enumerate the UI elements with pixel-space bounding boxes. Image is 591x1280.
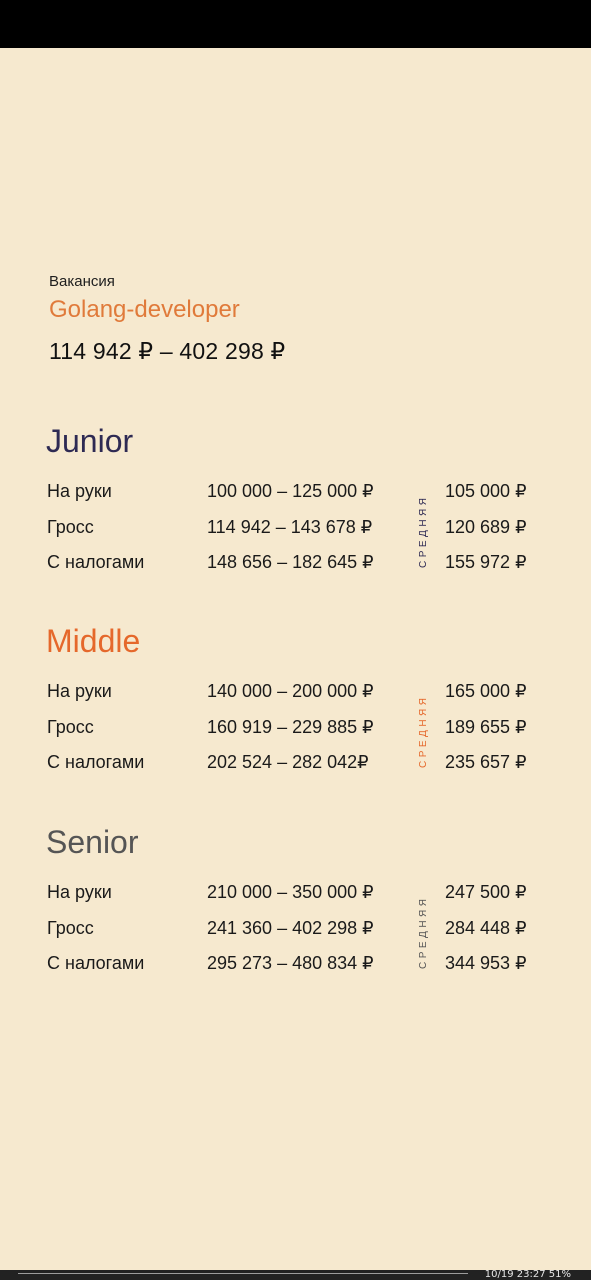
salary-row — [46, 550, 566, 586]
salary-row-range: 210 000 – 350 000 ₽ — [207, 882, 374, 902]
salary-row-range: 295 273 – 480 834 ₽ — [207, 953, 374, 973]
salary-row-label: С налогами — [47, 953, 145, 973]
average-vertical-label: СРЕДНЯЯ — [418, 694, 429, 768]
salary-row — [46, 479, 566, 515]
salary-row-range: 202 524 – 282 042₽ — [207, 752, 369, 772]
level-title: Middle — [46, 623, 141, 659]
level-middle — [46, 623, 566, 786]
salary-row-label: С налогами — [47, 552, 145, 572]
status-bar-text: 10/19 23:27 51% — [484, 1269, 571, 1280]
salary-row-average: 189 655 ₽ — [445, 716, 527, 737]
average-vertical-label: СРЕДНЯЯ — [418, 895, 429, 969]
salary-row-label: Гросс — [47, 917, 94, 938]
salary-row-label: С налогами — [47, 752, 145, 772]
average-vertical-label: СРЕДНЯЯ — [418, 494, 429, 568]
vacancy-title: Golang-developer — [49, 296, 240, 323]
salary-row-label: На руки — [47, 681, 112, 701]
vacancy-range: 114 942 ₽ – 402 298 ₽ — [49, 338, 286, 364]
salary-row — [46, 679, 566, 715]
level-junior — [46, 423, 566, 586]
salary-row — [46, 750, 566, 786]
salary-row — [46, 916, 566, 952]
salary-row-average: 165 000 ₽ — [445, 681, 527, 701]
salary-row-average: 247 500 ₽ — [445, 882, 527, 902]
salary-row-label: Гросс — [47, 516, 94, 537]
salary-row-range: 114 942 – 143 678 ₽ — [207, 516, 373, 537]
salary-row — [46, 715, 566, 751]
top-black-bar — [0, 0, 591, 48]
salary-row — [46, 951, 566, 987]
level-senior — [46, 824, 566, 987]
salary-row-range: 100 000 – 125 000 ₽ — [207, 481, 374, 501]
salary-row-average: 284 448 ₽ — [445, 917, 527, 938]
level-title: Senior — [46, 824, 139, 860]
salary-row-label: Гросс — [47, 716, 94, 737]
salary-row — [46, 880, 566, 916]
salary-row-average: 155 972 ₽ — [445, 552, 527, 572]
vacancy-label: Вакансия — [49, 273, 115, 290]
salary-row-range: 140 000 – 200 000 ₽ — [207, 681, 374, 701]
salary-row-range: 148 656 – 182 645 ₽ — [207, 552, 374, 572]
salary-row-average: 344 953 ₽ — [445, 953, 527, 973]
salary-row-average: 105 000 ₽ — [445, 481, 527, 501]
salary-row — [46, 515, 566, 551]
salary-row-range: 160 919 – 229 885 ₽ — [207, 716, 374, 737]
salary-row-average: 120 689 ₽ — [445, 516, 527, 537]
salary-row-average: 235 657 ₽ — [445, 752, 527, 772]
salary-row-label: На руки — [47, 481, 112, 501]
salary-row-range: 241 360 – 402 298 ₽ — [207, 917, 374, 938]
salary-row-label: На руки — [47, 882, 112, 902]
level-title: Junior — [46, 423, 134, 459]
progress-line — [18, 1273, 468, 1274]
